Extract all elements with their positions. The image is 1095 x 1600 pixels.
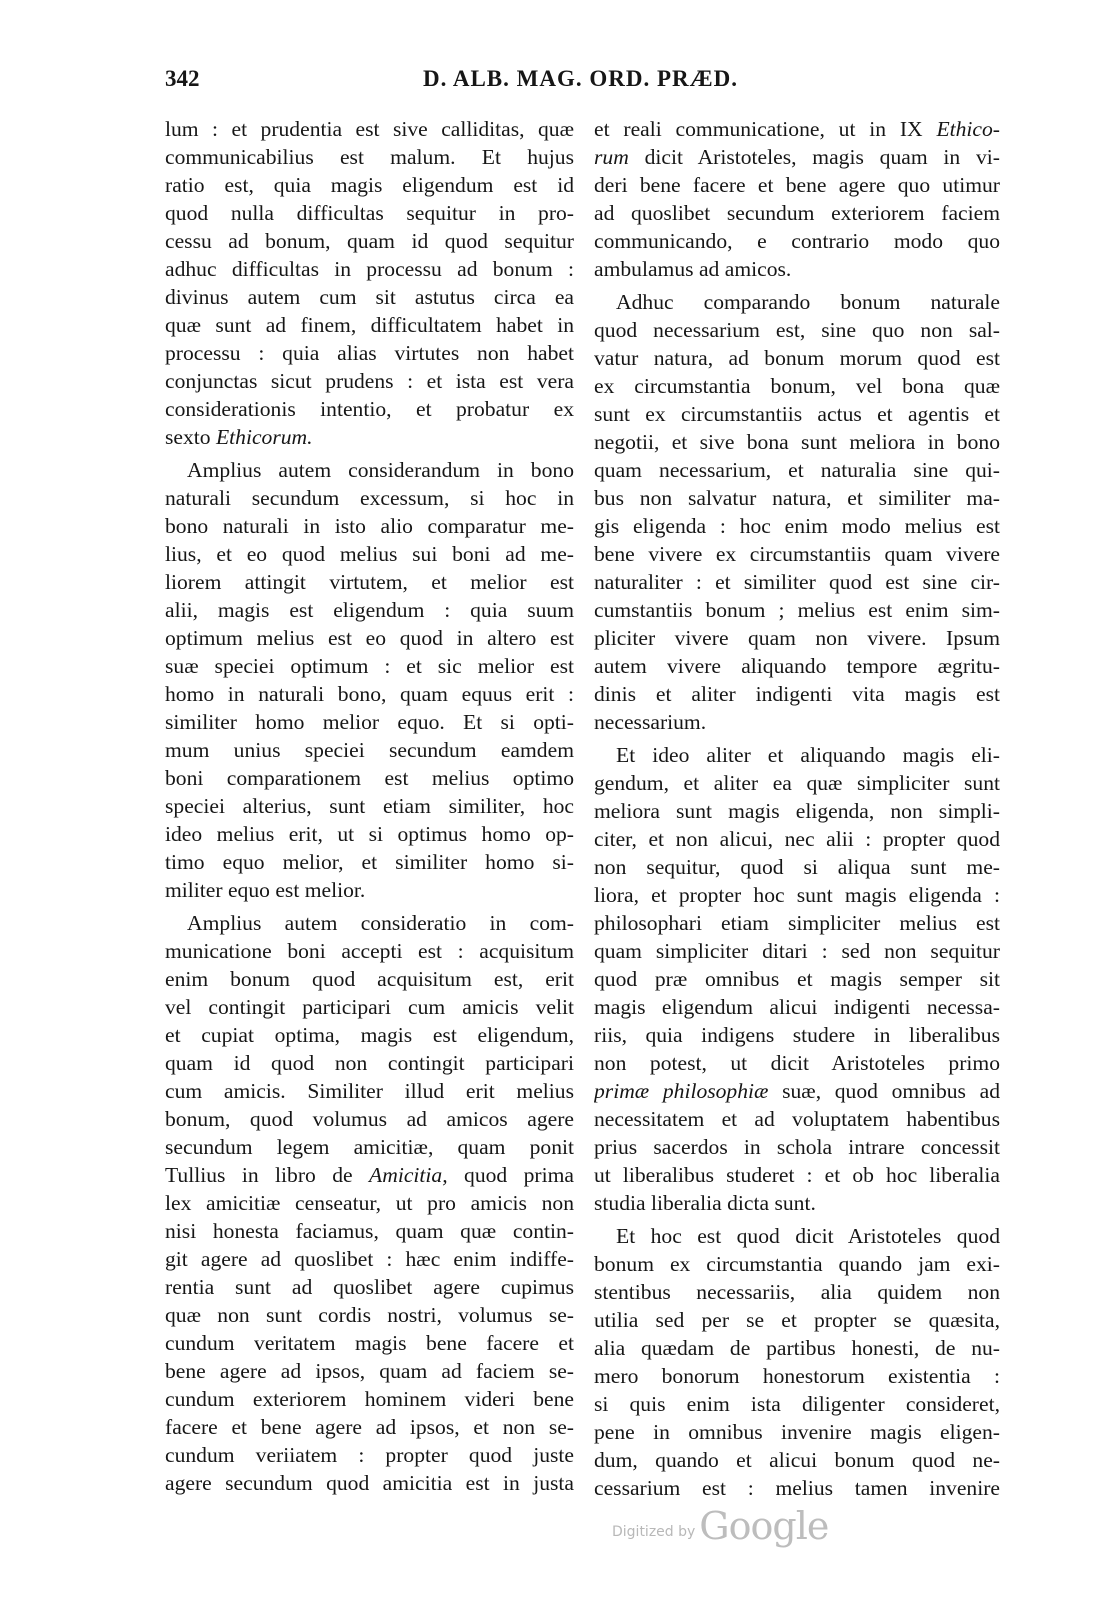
text-line: necessarium.	[594, 710, 707, 734]
paragraph-start: Adhuc comparando bonum naturale	[616, 290, 1000, 314]
text-line: speciei alterius, sunt etiam similiter, hoc	[165, 794, 574, 818]
text-line: non sequitur, quod si aliqua sunt me-	[594, 855, 1000, 879]
italic-title: Ethico-	[936, 117, 1000, 141]
text-line: et cupiat optima, magis est eligendum,	[165, 1023, 574, 1047]
text-line: dinis et aliter indigenti vita magis est	[594, 682, 1000, 706]
text-line	[594, 1077, 1000, 1105]
text-line: magis eligendum alicui indigenti necessa-	[594, 995, 1000, 1019]
text-line: ad quoslibet secundum exteriorem faciem	[594, 201, 1000, 225]
text-span: sexto	[165, 425, 216, 449]
page-number: 342	[165, 66, 200, 91]
paragraph-start: Et ideo aliter et aliquando magis eli-	[616, 743, 1000, 767]
text-line: ut liberalibus studeret : et ob hoc liberalia	[594, 1163, 1000, 1187]
text-span: quod prima	[447, 1163, 574, 1187]
text-line: gis eligenda : hoc enim modo melius est	[594, 514, 1000, 538]
text-line: bene vivere ex circumstantiis quam vivere	[594, 542, 1000, 566]
text-line: alia quædam de partibus honesti, de nu-	[594, 1336, 1000, 1360]
text-line: enim bonum quod acquisitum est, erit	[165, 967, 574, 991]
italic-title: primæ philosophiæ	[594, 1079, 769, 1103]
paragraph-start: Amplius autem consideratio in com-	[187, 911, 574, 935]
text-line: quam simpliciter ditari : sed non sequitur	[594, 939, 1000, 963]
google-logo: Google	[699, 1504, 829, 1548]
page-header	[165, 66, 1000, 106]
text-line: cundum veritatem magis bene facere et	[165, 1331, 574, 1355]
digitized-watermark	[612, 1498, 828, 1548]
text-line: gendum, et aliter ea quæ simpliciter sunt	[594, 771, 1000, 795]
text-line: citer, et non alicui, nec alii : propter quod	[594, 827, 1000, 851]
text-line: sunt ex circumstantiis actus et agentis et	[594, 402, 1000, 426]
text-line: vatur natura, ad bonum morum quod est	[594, 346, 1000, 370]
text-line: lius, et eo quod melius sui boni ad me-	[165, 542, 574, 566]
text-line: mero bonorum honestorum existentia :	[594, 1364, 1000, 1388]
text-line: cumstantiis bonum ; melius est enim sim-	[594, 598, 1000, 622]
text-line: pene in omnibus invenire magis eligen-	[594, 1420, 1000, 1444]
text-line: prius sacerdos in schola intrare concessit	[594, 1135, 1000, 1159]
text-line: utilia sed per se et propter se quæsita,	[594, 1308, 1000, 1332]
text-line: adhuc difficultas in processu ad bonum :	[165, 257, 574, 281]
text-line: dum, quando et alicui bonum quod ne-	[594, 1448, 1000, 1472]
text-line: quam necessarium, et naturalia sine qui-	[594, 458, 1000, 482]
italic-title: Ethicorum.	[215, 425, 313, 449]
text-line	[165, 1161, 574, 1189]
text-line: agere secundum quod amicitia est in justa	[165, 1471, 574, 1495]
text-line: deri bene facere et bene agere quo utimur	[594, 173, 1000, 197]
text-line: autem vivere aliquando tempore ægritu-	[594, 654, 1000, 678]
italic-title: rum	[594, 145, 629, 169]
left-column	[165, 115, 574, 1497]
text-line: quod nulla difficultas sequitur in pro-	[165, 201, 574, 225]
text-line: liora, et propter hoc sunt magis eligenda :	[594, 883, 1000, 907]
text-line	[594, 115, 1000, 143]
text-line: meliora sunt magis eligenda, non simpli-	[594, 799, 1000, 823]
text-line: quam id quod non contingit participari	[165, 1051, 574, 1075]
paragraph-start: Et hoc est quod dicit Aristoteles quod	[616, 1224, 1000, 1248]
text-line: nisi honesta faciamus, quam quæ contin-	[165, 1219, 574, 1243]
right-column	[594, 115, 1000, 1502]
text-line: bonum ex circumstantia quando jam exi-	[594, 1252, 1000, 1276]
text-line: boni comparationem est melius optimo	[165, 766, 574, 790]
text-line: philosophari etiam simpliciter melius est	[594, 911, 1000, 935]
text-line: quæ non sunt cordis nostri, volumus se-	[165, 1303, 574, 1327]
text-line: suæ speciei optimum : et sic melior est	[165, 654, 574, 678]
text-line: optimum melius est eo quod in altero est	[165, 626, 574, 650]
text-line: naturali secundum excessum, si hoc in	[165, 486, 574, 510]
text-line: rentia sunt ad quoslibet agere cupimus	[165, 1275, 574, 1299]
text-line: homo in naturali bono, quam equus erit :	[165, 682, 574, 706]
text-line: mum unius speciei secundum eamdem	[165, 738, 574, 762]
text-line: quod præ omnibus et magis semper sit	[594, 967, 1000, 991]
text-line: git agere ad quoslibet : hæc enim indiffe-	[165, 1247, 574, 1271]
text-line: lum : et prudentia est sive calliditas, quæ	[165, 117, 574, 141]
text-line	[165, 423, 574, 451]
text-line: liorem attingit virtutem, et melior est	[165, 570, 574, 594]
text-line: ratio est, quia magis eligendum est id	[165, 173, 574, 197]
text-line: si quis enim ista diligenter consideret,	[594, 1392, 1000, 1416]
text-line: stentibus necessariis, alia quidem non	[594, 1280, 1000, 1304]
text-line: alii, magis est eligendum : quia suum	[165, 598, 574, 622]
text-line: quod necessarium est, sine quo non sal-	[594, 318, 1000, 342]
text-line: ambulamus ad amicos.	[594, 257, 792, 281]
text-line: ex circumstantia bonum, vel bona quæ	[594, 374, 1000, 398]
text-line: secundum legem amicitiæ, quam ponit	[165, 1135, 574, 1159]
text-line: vel contingit participari cum amicis velit	[165, 995, 574, 1019]
text-line: cessu ad bonum, quam id quod sequitur	[165, 229, 574, 253]
text-line: militer equo est melior.	[165, 878, 366, 902]
text-line: studia liberalia dicta sunt.	[594, 1191, 816, 1215]
paragraph-start: Amplius autem considerandum in bono	[187, 458, 574, 482]
text-line: naturaliter : et similiter quod est sine cir-	[594, 570, 1000, 594]
italic-title: Amicitia,	[369, 1163, 448, 1187]
text-line: conjunctas sicut prudens : et ista est vera	[165, 369, 574, 393]
text-span: Tullius in libro de	[165, 1163, 370, 1187]
text-line: pliciter vivere quam non vivere. Ipsum	[594, 626, 1000, 650]
text-line: bono naturali in isto alio comparatur me-	[165, 514, 574, 538]
text-line: considerationis intentio, et probatur ex	[165, 397, 574, 421]
text-line: processu : quia alias virtutes non habet	[165, 341, 574, 365]
text-line: negotii, et sive bona sunt meliora in bono	[594, 430, 1000, 454]
text-span: et reali communicatione, ut in IX	[594, 117, 937, 141]
text-line: similiter homo melior equo. Et si opti-	[165, 710, 574, 734]
text-line: bonum, quod volumus ad amicos agere	[165, 1107, 574, 1131]
text-line	[594, 143, 1000, 171]
text-line: ideo melius erit, ut si optimus homo op-	[165, 822, 574, 846]
text-line: communicando, e contrario modo quo	[594, 229, 1000, 253]
text-line: cum amicis. Similiter illud erit melius	[165, 1079, 574, 1103]
text-line: non potest, ut dicit Aristoteles primo	[594, 1051, 1000, 1075]
digitized-by-label: Digitized by	[612, 1524, 696, 1540]
text-line: timo equo melior, et similiter homo si-	[165, 850, 574, 874]
text-line: cundum veriiatem : propter quod juste	[165, 1443, 574, 1467]
text-line: communicabilius est malum. Et hujus	[165, 145, 574, 169]
text-span: dicit Aristoteles, magis quam in vi-	[644, 145, 1000, 169]
text-line: riis, quia indigens studere in liberalibus	[594, 1023, 1000, 1047]
text-line: facere et bene agere ad ipsos, et non se-	[165, 1415, 574, 1439]
text-line: municatione boni accepti est : acquisitum	[165, 939, 574, 963]
text-line: cessarium est : melius tamen invenire	[594, 1476, 1000, 1500]
text-line: necessitatem et ad voluptatem habentibus	[594, 1107, 1000, 1131]
text-line: bus non salvatur natura, et similiter ma-	[594, 486, 1000, 510]
text-line: cundum exteriorem hominem videri bene	[165, 1387, 574, 1411]
text-line: quæ sunt ad finem, difficultatem habet in	[165, 313, 574, 337]
text-line: lex amicitiæ censeatur, ut pro amicis non	[165, 1191, 574, 1215]
text-line: bene agere ad ipsos, quam ad faciem se-	[165, 1359, 574, 1383]
text-line: divinus autem cum sit astutus circa ea	[165, 285, 574, 309]
running-head: D. ALB. MAG. ORD. PRÆD.	[423, 66, 738, 91]
text-span: suæ, quod omnibus ad	[768, 1079, 1000, 1103]
